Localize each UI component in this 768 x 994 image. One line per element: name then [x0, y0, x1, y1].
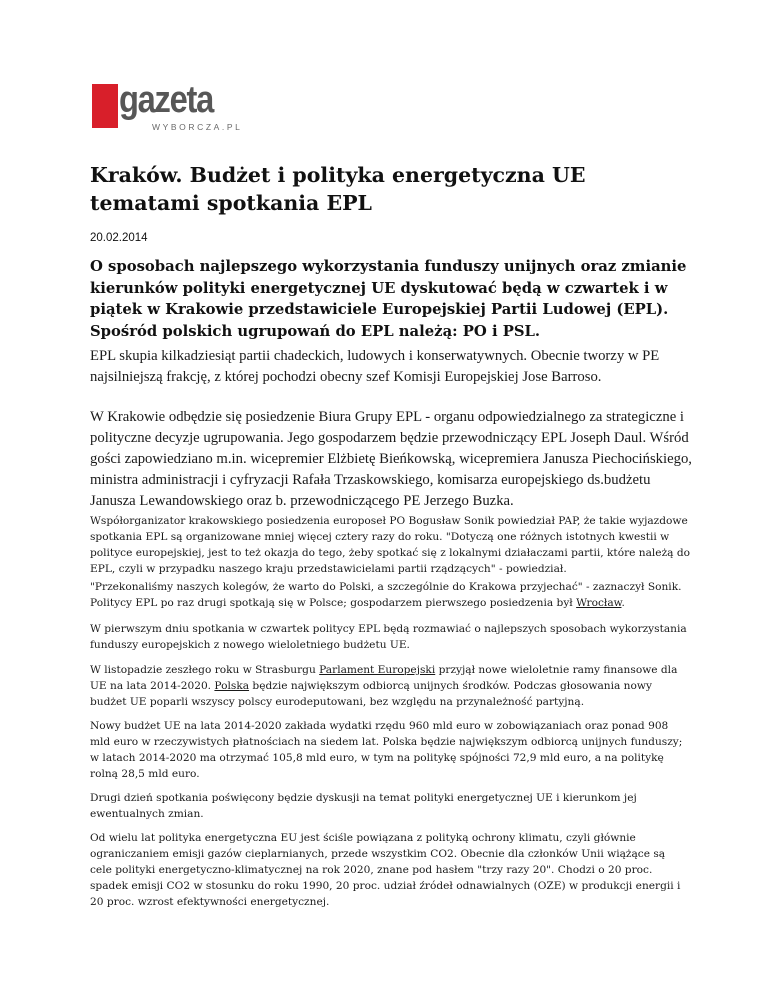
paragraph-4-text: "Przekonaliśmy naszych kolegów, że warto do Polski, a szczególnie do Krakowa przyjechać" - zaznaczył Sonik. Politycy EPL po raz drugi spotkają się w Polsce; gospodarzem pierwszego posiedzenia był [90, 581, 682, 609]
article-title: Kraków. Budżet i polityka energetyczna UE tematami spotkania EPL [90, 163, 586, 215]
paragraph-3: Współorganizator krakowskiego posiedzenia europoseł PO Bogusław Sonik powiedział PAP, że takie wyjazdowe spotkania EPL są organizowane mniej więcej cztery razy do roku. "Dotyczą one różnych istotnych kwestii w polityce europejskiej, jest to też okazja do tego, żeby spotkać się z lokalnymi działaczami partii, które należą do EPL, czyli w przypadku naszego kraju przedstawicielami partii rządzących" - powiedział. [90, 515, 690, 575]
article-lead: O sposobach najlepszego wykorzystania funduszy unijnych oraz zmianie kierunków polityki energetycznej UE dyskutować będą w czwartek i w piątek w Krakowie przedstawiciele Europejskiej Partii Ludowej (EPL). Spośród polskich ugrupowań do EPL należą: PO i PSL. [90, 258, 687, 340]
paragraph-4-end: . [621, 597, 625, 609]
paragraph-6-text-b: przyjął nowe wieloletnie ramy finansowe dla UE na lata 2014-2020. [90, 664, 678, 692]
link-polska[interactable]: Polska [214, 680, 250, 692]
article-date: 20.02.2014 [90, 232, 148, 244]
paragraph-1: EPL skupia kilkadziesiąt partii chadeckich, ludowych i konserwatywnych. Obecnie tworzy w PE najsilniejszą frakcję, z której pochodzi obecny szef Komisji Europejskiej Jose Barroso. [90, 348, 660, 385]
link-parlament-europejski[interactable]: Parlament Europejski [319, 664, 436, 676]
logo-wordmark: gazeta [119, 79, 213, 121]
gazeta-logo[interactable] [92, 79, 243, 132]
paragraph-7: Nowy budżet UE na lata 2014-2020 zakłada wydatki rzędu 960 mld euro w zobowiązaniach oraz ponad 908 mld euro w rzeczywistych płatnościach na siedem lat. Polska będzie największym odbiorcą unijnych funduszy; w latach 2014-2020 ma otrzymać 105,8 mld euro, w tym na politykę spójności 72,9 mld euro, a na politykę rolną 28,5 mld euro. [90, 720, 683, 780]
paragraph-5: W pierwszym dniu spotkania w czwartek politycy EPL będą rozmawiać o najlepszych sposobach wykorzystania funduszy europejskich z nowego wieloletniego budżetu UE. [90, 623, 687, 651]
paragraph-8: Drugi dzień spotkania poświęcony będzie dyskusji na temat polityki energetycznej UE i kierunkom jej ewentualnych zmian. [90, 792, 637, 820]
logo-subtitle: WYBORCZA.PL [152, 122, 243, 132]
paragraph-6 [90, 662, 690, 710]
paragraph-2: W Krakowie odbędzie się posiedzenie Biura Grupy EPL - organu odpowiedzialnego za strategiczne i polityczne decyzje ugrupowania. Jego gospodarzem będzie przewodniczący EPL Joseph Daul. Wśród gości zapowiedziano m.in. wicepremier Elżbietę Bieńkowską, wicepremiera Janusza Piechocińskiego, ministra administracji i cyfryzacji Rafała Trzaskowskiego, komisarza europejskiego ds.budżetu Janusza Lewandowskiego oraz b. przewodniczącego PE Jerzego Buzka. [90, 409, 692, 509]
paragraph-6-text-a: W listopadzie zeszłego roku w Strasburgu [90, 664, 320, 676]
link-wroclaw[interactable]: Wrocław [576, 597, 622, 609]
paragraph-4 [90, 579, 690, 611]
paragraph-9: Od wielu lat polityka energetyczna EU jest ściśle powiązana z polityką ochrony klimatu, czyli głównie ograniczaniem emisji gazów cieplarnianych, przede wszystkim CO2. Obecnie dla członków Unii wiążące są cele polityki energetyczno-klimatycznej na rok 2020, znane pod hasłem "trzy razy 20". Chodzi o 20 proc. spadek emisji CO2 w stosunku do roku 1990, 20 proc. udział źródeł odnawialnych (OZE) w produkcji energii i 20 proc. wzrost efektywności energetycznej. [90, 832, 681, 908]
paragraph-6-text-c: będzie największym odbiorcą unijnych środków. Podczas głosowania nowy budżet UE poparli wszyscy polscy eurodeputowani, bez względu na przynależność partyjną. [90, 680, 652, 708]
logo-red-block [92, 84, 118, 128]
